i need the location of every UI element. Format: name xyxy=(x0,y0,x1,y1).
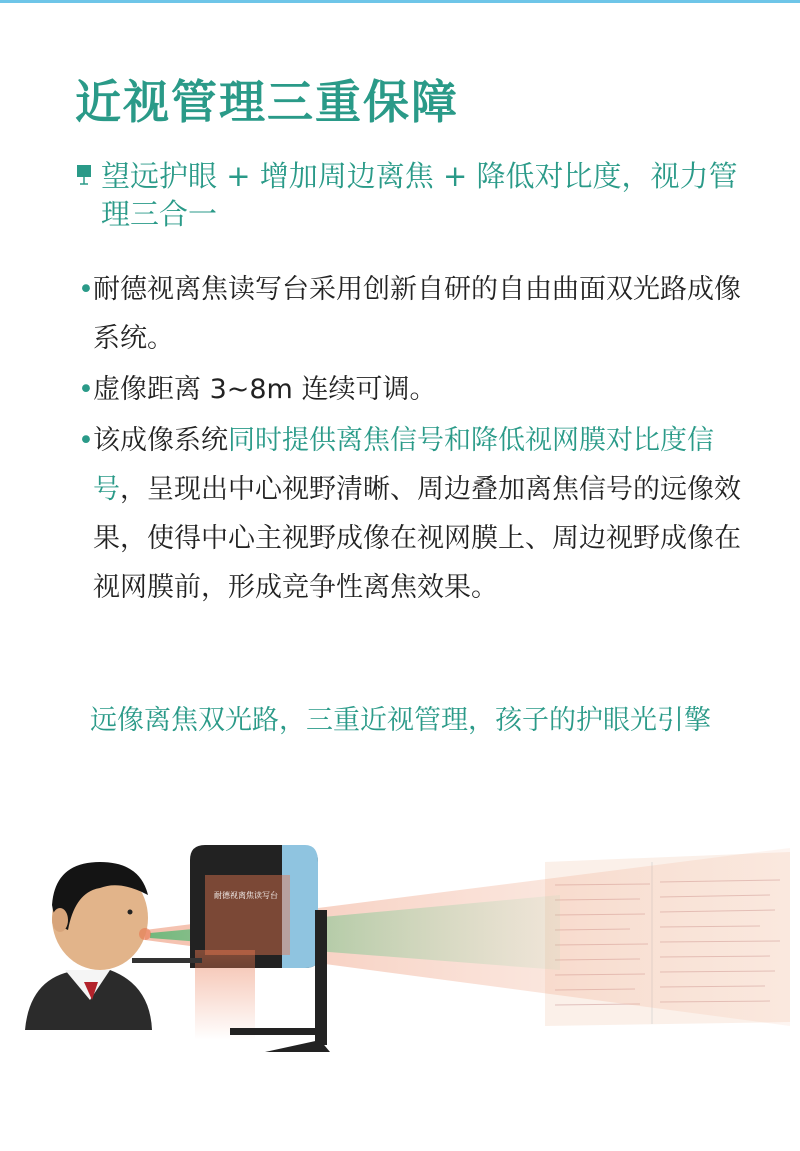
product-illustration xyxy=(0,800,800,1100)
list-item-highlight: 同时提供离焦信号和降低视网膜对比度信号 xyxy=(93,425,714,505)
device-label: 耐德视离焦读写台 xyxy=(214,891,278,900)
subheading-text: 望远护眼 + 增加周边离焦 + 降低对比度，视力管理三合一 xyxy=(101,159,738,231)
list-item xyxy=(78,416,748,612)
bullet-dot-icon: • xyxy=(78,425,94,456)
list-item xyxy=(78,365,748,414)
page-title: 近视管理三重保障 xyxy=(75,75,459,129)
top-accent-line xyxy=(0,0,800,3)
bullet-dot-icon: • xyxy=(78,274,94,305)
list-item xyxy=(78,265,748,363)
list-item-text: 耐德视离焦读写台采用创新自研的自由曲面双光路成像系统。 xyxy=(93,274,741,354)
bookmark-flag-icon xyxy=(77,165,91,185)
list-item-prefix: 该成像系统 xyxy=(93,425,228,456)
list-item-suffix: ，呈现出中心视野清晰、周边叠加离焦信号的远像效果，使得中心主视野成像在视网膜上、周边视野成像在视网膜前，形成竞争性离焦效果。 xyxy=(93,474,741,603)
feature-list xyxy=(78,265,748,614)
bullet-dot-icon: • xyxy=(78,374,94,405)
child-figure xyxy=(25,862,152,1030)
list-item-text: 虚像距离 3~8m 连续可调。 xyxy=(93,374,437,405)
reading-desk-device xyxy=(132,845,330,1052)
subheading xyxy=(75,157,765,233)
slogan: 远像离焦双光路，三重近视管理，孩子的护眼光引擎 xyxy=(90,705,711,736)
